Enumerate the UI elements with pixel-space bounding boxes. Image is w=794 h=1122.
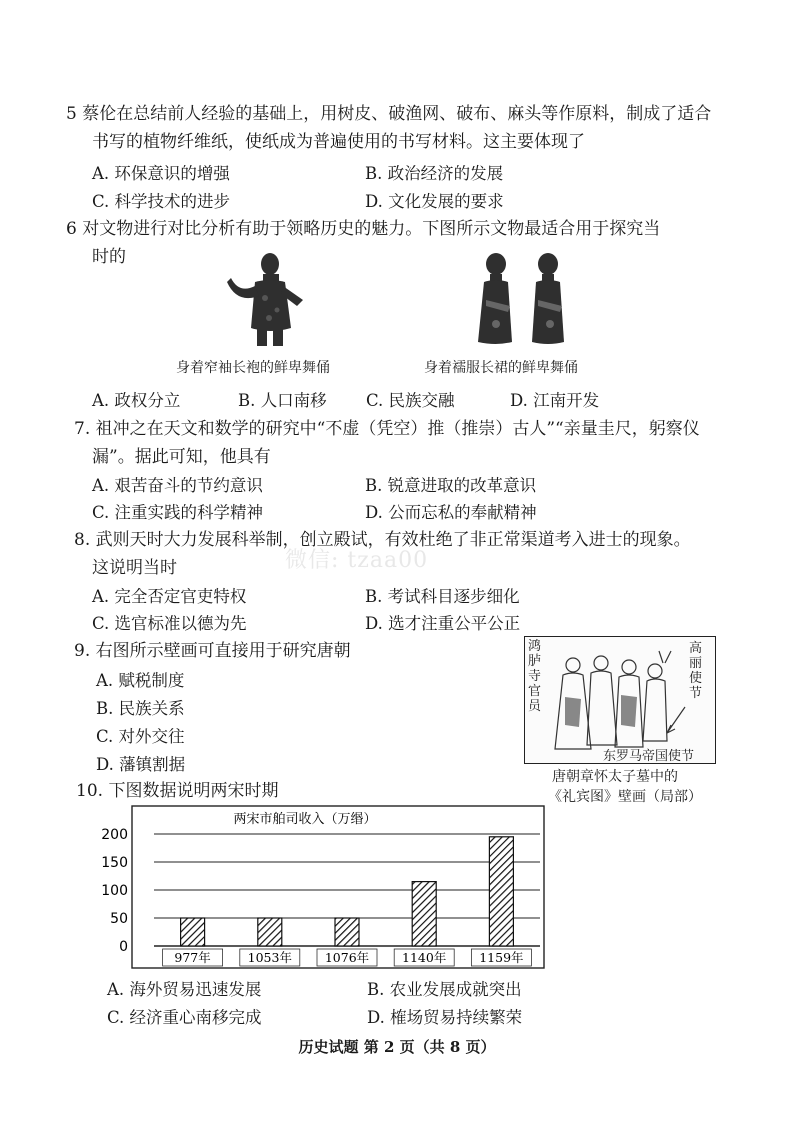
q5-option-c[interactable]: C. 科学技术的进步 <box>92 192 231 211</box>
q6-option-a[interactable]: A. 政权分立 <box>92 391 181 410</box>
q5-stem-line2: 书写的植物纤维纸，使纸成为普遍使用的书写材料。这主要体现了 <box>92 132 585 152</box>
page-footer: 历史试题 第 2 页（共 8 页） <box>298 1038 496 1056</box>
q8-stem-line1: 8. 武则天时大力发展科举制，创立殿试，有效杜绝了非正常渠道考入进士的现象。 <box>74 530 691 550</box>
q9-caption-line2: 《礼宾图》壁画（局部） <box>548 789 702 805</box>
chart-bar <box>181 918 205 946</box>
q7-option-b[interactable]: B. 锐意进取的改革意识 <box>365 476 537 495</box>
q9-option-a[interactable]: A. 赋税制度 <box>96 671 185 690</box>
q5-option-d[interactable]: D. 文化发展的要求 <box>365 192 504 211</box>
q8-option-c[interactable]: C. 选官标准以德为先 <box>92 614 247 633</box>
chart-x-tick-label: 1159年 <box>479 950 524 965</box>
q6-option-c[interactable]: C. 民族交融 <box>366 391 455 410</box>
chart-x-tick-label: 1053年 <box>247 950 292 965</box>
dancer-figurines-long-skirt-image <box>466 250 582 348</box>
q9-option-c[interactable]: C. 对外交往 <box>96 727 185 746</box>
chart-y-tick-label: 200 <box>101 827 128 843</box>
q7-option-d[interactable]: D. 公而忘私的奉献精神 <box>365 503 537 522</box>
q7-option-c[interactable]: C. 注重实践的科学精神 <box>92 503 264 522</box>
q6-option-d[interactable]: D. 江南开发 <box>510 391 600 410</box>
q5-stem-line1: 5 蔡伦在总结前人经验的基础上，用树皮、破渔网、破布、麻头等作原料，制成了适合 <box>66 104 712 124</box>
mural-label-right: 高丽使节 <box>689 641 703 701</box>
q7-stem-line1: 7. 祖冲之在天文和数学的研究中“不虚（凭空）推（推崇）古人”“亲量圭尺，躬察仪 <box>74 419 700 439</box>
q6-caption-right: 身着襦服长裙的鲜卑舞俑 <box>424 360 578 376</box>
q5-option-b[interactable]: B. 政治经济的发展 <box>365 164 504 183</box>
chart-bar <box>489 837 513 946</box>
q7-option-a[interactable]: A. 艰苦奋斗的节约意识 <box>92 476 263 495</box>
q10-option-c[interactable]: C. 经济重心南移完成 <box>107 1008 262 1027</box>
q10-option-a[interactable]: A. 海外贸易迅速发展 <box>107 980 262 999</box>
q8-stem-line2: 这说明当时 <box>92 558 177 578</box>
q9-stem-line1: 9. 右图所示壁画可直接用于研究唐朝 <box>74 641 351 661</box>
q9-caption-line1: 唐朝章怀太子墓中的 <box>552 769 678 785</box>
q6-caption-left: 身着窄袖长袍的鲜卑舞俑 <box>176 360 330 376</box>
chart-bar <box>258 918 282 946</box>
mural-image <box>524 636 716 764</box>
mural-label-bottom: 东罗马帝国使节 <box>603 749 695 764</box>
chart-x-tick-label: 1076年 <box>324 950 370 965</box>
chart-y-tick-label: 0 <box>119 939 128 955</box>
mural-label-left: 鸿胪寺官员 <box>528 639 542 714</box>
chart-y-tick-label: 150 <box>101 855 128 871</box>
chart-bar <box>412 882 436 946</box>
q8-option-a[interactable]: A. 完全否定官吏特权 <box>92 587 247 606</box>
revenue-bar-chart <box>101 804 550 972</box>
chart-title: 两宋市舶司收入（万缗） <box>233 812 377 827</box>
q8-option-d[interactable]: D. 选才注重公平公正 <box>365 614 521 633</box>
chart-y-tick-label: 100 <box>101 883 128 899</box>
q6-stem-line2: 时的 <box>92 247 126 267</box>
chart-y-tick-label: 50 <box>110 911 128 927</box>
q8-option-b[interactable]: B. 考试科目逐步细化 <box>365 587 520 606</box>
q10-stem-line1: 10. 下图数据说明两宋时期 <box>76 781 279 801</box>
q5-option-a[interactable]: A. 环保意识的增强 <box>92 164 230 183</box>
q7-stem-line2: 漏”。据此可知，他具有 <box>92 447 271 467</box>
chart-bar <box>335 918 359 946</box>
dancer-figurine-narrow-sleeve-image <box>225 248 345 350</box>
chart-x-tick-label: 1140年 <box>402 950 447 965</box>
chart-x-tick-label: 977年 <box>174 950 211 965</box>
watermark: 微信: tzaa00 <box>285 548 429 573</box>
q9-option-b[interactable]: B. 民族关系 <box>96 699 185 718</box>
q6-option-b[interactable]: B. 人口南移 <box>238 391 327 410</box>
q10-option-b[interactable]: B. 农业发展成就突出 <box>367 980 522 999</box>
q9-option-d[interactable]: D. 藩镇割据 <box>96 755 186 774</box>
q6-stem-line1: 6 对文物进行对比分析有助于领略历史的魅力。下图所示文物最适合用于探究当 <box>66 219 661 239</box>
q10-option-d[interactable]: D. 榷场贸易持续繁荣 <box>367 1008 523 1027</box>
